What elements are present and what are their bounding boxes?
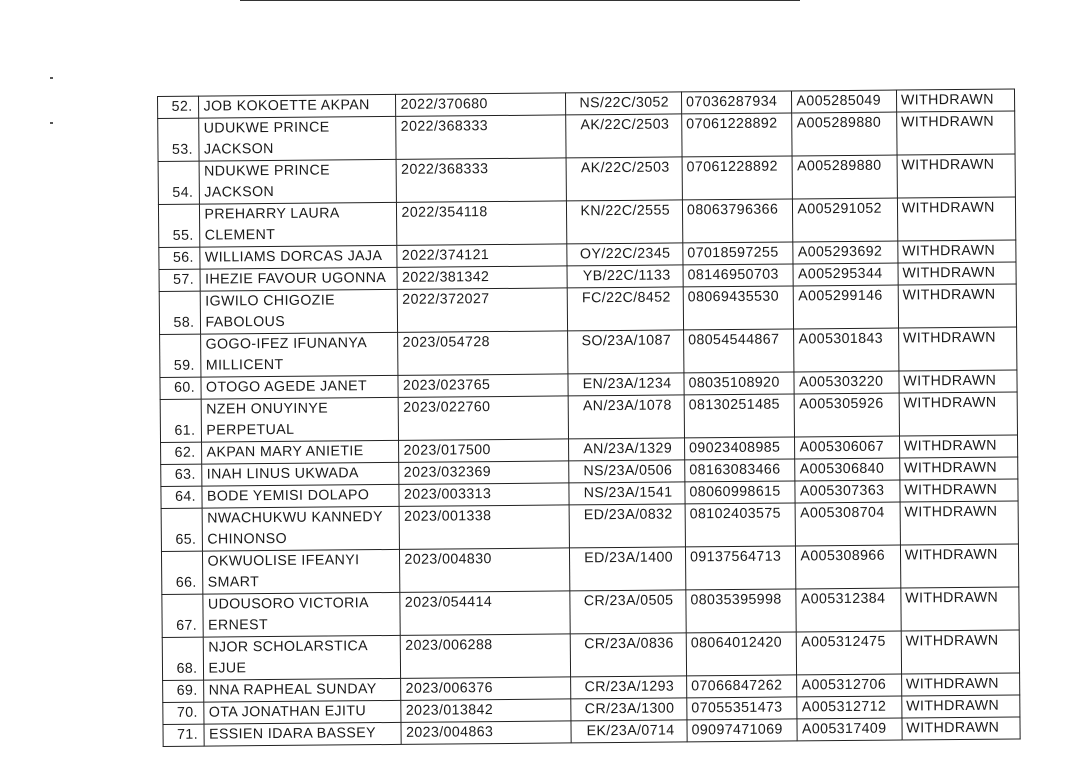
- serial-number-cell: 54.: [158, 161, 200, 204]
- name-cell: [201, 332, 398, 377]
- status-cell: WITHDRAWN: [900, 479, 1018, 502]
- phone-number-cell: 08130251485: [684, 394, 795, 438]
- name-line: IHEZIE FAVOUR UGONNA: [205, 270, 387, 288]
- registration-number-cell: 2023/003313: [399, 483, 568, 506]
- reference-number-cell: A005299146: [794, 285, 899, 329]
- phone-number-cell: 08064012420: [686, 632, 797, 676]
- reference-number-cell: A005285049: [792, 90, 897, 113]
- phone-number-cell: 07061228892: [682, 156, 793, 200]
- name-cell: [202, 397, 399, 442]
- reference-number-cell: A005306067: [795, 436, 900, 459]
- phone-number-cell: 08063796366: [682, 199, 793, 243]
- serial-number-cell: 56.: [159, 247, 201, 269]
- registration-number-cell: 2023/013842: [401, 699, 570, 722]
- phone-number-cell: 08146950703: [683, 264, 794, 287]
- name-cell: [201, 289, 398, 334]
- state-code-cell: KN/22C/2555: [566, 200, 683, 244]
- name-line: OTOGO AGEDE JANET: [205, 378, 368, 396]
- name-cell: [202, 484, 399, 508]
- status-cell: WITHDRAWN: [897, 154, 1016, 198]
- name-cell: [200, 159, 397, 204]
- phone-number-cell: 07061228892: [682, 113, 793, 157]
- status-cell: WITHDRAWN: [898, 240, 1016, 263]
- serial-number-cell: 60.: [160, 377, 202, 399]
- phone-number-cell: 09137564713: [685, 546, 796, 590]
- name-line: JOB KOKOETTE AKPAN: [203, 97, 370, 115]
- reference-number-cell: A005289880: [792, 112, 897, 156]
- serial-number-cell: 71.: [163, 724, 205, 746]
- state-code-cell: ED/23A/0832: [569, 504, 686, 548]
- serial-number-cell: 66.: [161, 551, 203, 594]
- registration-number-cell: 2023/032369: [399, 461, 568, 484]
- registration-number-cell: 2022/354118: [397, 201, 566, 245]
- name-line: INAH LINUS UKWADA: [206, 465, 359, 483]
- phone-number-cell: 08060998615: [685, 481, 796, 504]
- state-code-cell: NS/23A/0506: [568, 460, 685, 483]
- state-code-cell: CR/23A/1300: [570, 698, 687, 721]
- serial-number-cell: 61.: [160, 399, 202, 442]
- name-cell: [204, 700, 401, 724]
- name-cell: [204, 635, 401, 680]
- scan-speck: [50, 77, 53, 79]
- phone-number-cell: 07066847262: [687, 675, 798, 698]
- table-row: [158, 197, 1015, 247]
- status-cell: WITHDRAWN: [897, 111, 1016, 155]
- table-row: [160, 392, 1017, 442]
- reference-number-cell: A005306840: [795, 458, 900, 481]
- name-cell: [204, 678, 401, 702]
- reference-number-cell: A005291052: [793, 198, 898, 242]
- table-row: [158, 111, 1015, 161]
- name-cell: [200, 202, 397, 247]
- state-code-cell: AN/23A/1078: [568, 395, 685, 439]
- registration-number-cell: 2022/372027: [398, 288, 567, 332]
- name-line: UDUKWE PRINCE JACKSON: [203, 119, 330, 158]
- serial-number-cell: 52.: [158, 96, 200, 118]
- state-code-cell: FC/22C/8452: [567, 287, 684, 331]
- reference-number-cell: A005289880: [792, 155, 897, 199]
- registration-number-cell: 2023/001338: [400, 505, 569, 549]
- reference-number-cell: A005317409: [797, 718, 902, 741]
- serial-number-cell: 68.: [162, 637, 204, 680]
- state-code-cell: AK/22C/2503: [565, 114, 682, 158]
- serial-number-cell: 70.: [163, 702, 205, 724]
- table-row: [161, 544, 1018, 594]
- table-body: [158, 89, 1021, 746]
- status-cell: WITHDRAWN: [896, 89, 1014, 112]
- name-line: ESSIEN IDARA BASSEY: [208, 725, 376, 743]
- reference-number-cell: A005312712: [797, 696, 902, 719]
- status-cell: WITHDRAWN: [900, 457, 1018, 480]
- reference-number-cell: A005293692: [793, 241, 898, 264]
- name-line: NNA RAPHEAL SUNDAY: [208, 681, 377, 699]
- phone-number-cell: 07036287934: [681, 91, 792, 114]
- name-line: IGWILO CHIGOZIE: [205, 292, 336, 310]
- name-line: OTA JONATHAN EJITU: [208, 703, 367, 721]
- registration-number-cell: 2023/054728: [398, 331, 567, 375]
- name-cell: [203, 506, 400, 551]
- phone-number-cell: 09023408985: [685, 437, 796, 460]
- registration-number-cell: 2022/381342: [397, 266, 566, 289]
- phone-number-cell: 08102403575: [685, 503, 796, 547]
- status-cell: WITHDRAWN: [899, 392, 1018, 436]
- status-cell: WITHDRAWN: [899, 370, 1017, 393]
- status-cell: WITHDRAWN: [901, 587, 1020, 631]
- name-line: BODE YEMISI DOLAPO: [206, 487, 370, 505]
- state-code-cell: CR/23A/0505: [569, 590, 686, 634]
- reference-number-cell: A005308704: [796, 502, 901, 546]
- name-line: OKWUOLISE IFEANYI: [207, 552, 360, 570]
- reference-number-cell: A005312475: [797, 631, 902, 675]
- registration-number-cell: 2022/368333: [397, 158, 566, 202]
- reference-number-cell: A005303220: [794, 371, 899, 394]
- withdrawn-list-table: [157, 89, 1021, 747]
- status-cell: WITHDRAWN: [902, 695, 1020, 718]
- status-cell: WITHDRAWN: [899, 435, 1017, 458]
- name-line: SMART: [207, 574, 260, 591]
- name-cell: [204, 722, 401, 746]
- name-line: PERPETUAL: [206, 421, 295, 439]
- name-cell: [200, 267, 397, 291]
- state-code-cell: CR/23A/1293: [570, 676, 687, 699]
- phone-number-cell: 08035108920: [684, 372, 795, 395]
- name-cell: [200, 245, 397, 269]
- phone-number-cell: 08035395998: [686, 589, 797, 633]
- status-cell: WITHDRAWN: [900, 501, 1019, 545]
- serial-number-cell: 62.: [161, 442, 203, 464]
- reference-number-cell: A005307363: [795, 480, 900, 503]
- reference-number-cell: A005295344: [793, 263, 898, 286]
- name-line: NZEH ONUYINYE: [206, 400, 329, 418]
- status-cell: WITHDRAWN: [900, 544, 1019, 588]
- registration-number-cell: 2022/374121: [397, 244, 566, 267]
- table-row: [159, 284, 1016, 334]
- phone-number-cell: 09097471069: [687, 719, 798, 742]
- registration-number-cell: 2023/054414: [400, 591, 569, 635]
- registration-number-cell: 2023/004863: [401, 721, 570, 744]
- state-code-cell: NS/23A/1541: [568, 482, 685, 505]
- status-cell: WITHDRAWN: [898, 327, 1017, 371]
- name-line: NWACHUKWU KANNEDY: [207, 509, 383, 527]
- name-line: NJOR SCHOLARSTICA EJUE: [208, 638, 368, 677]
- name-line: ERNEST: [208, 617, 269, 634]
- state-code-cell: ED/23A/1400: [569, 547, 686, 591]
- registration-number-cell: 2023/004830: [400, 548, 569, 592]
- table-row: [160, 327, 1017, 377]
- name-line: CHINONSO: [207, 530, 288, 548]
- serial-number-cell: 55.: [158, 204, 200, 247]
- registration-number-cell: 2023/006376: [401, 677, 570, 700]
- name-line: AKPAN MARY ANIETIE: [206, 443, 364, 461]
- table-row: [158, 154, 1015, 204]
- serial-number-cell: 67.: [162, 594, 204, 637]
- serial-number-cell: 64.: [161, 486, 203, 508]
- name-cell: [199, 116, 396, 161]
- state-code-cell: CR/23A/0836: [570, 633, 687, 677]
- table-row: [161, 501, 1018, 551]
- phone-number-cell: 07055351473: [687, 697, 798, 720]
- registration-number-cell: 2023/022760: [399, 396, 568, 440]
- serial-number-cell: 58.: [159, 291, 201, 334]
- state-code-cell: YB/22C/1133: [566, 265, 683, 288]
- name-cell: [202, 440, 399, 464]
- state-code-cell: NS/22C/3052: [565, 92, 682, 115]
- state-code-cell: OY/22C/2345: [566, 243, 683, 266]
- scan-speck: [50, 122, 53, 124]
- state-code-cell: SO/23A/1087: [567, 330, 684, 374]
- serial-number-cell: 53.: [158, 118, 200, 161]
- state-code-cell: AK/22C/2503: [566, 157, 683, 201]
- name-line: NDUKWE PRINCE JACKSON: [204, 162, 331, 201]
- table-row: [162, 587, 1019, 637]
- phone-number-cell: 07018597255: [683, 242, 794, 265]
- state-code-cell: EK/23A/0714: [570, 720, 687, 743]
- phone-number-cell: 08163083466: [685, 459, 796, 482]
- serial-number-cell: 69.: [163, 680, 205, 702]
- registration-number-cell: 2022/368333: [396, 115, 565, 159]
- name-line: MILLICENT: [205, 356, 284, 374]
- name-line: CLEMENT: [204, 226, 276, 244]
- state-code-cell: EN/23A/1234: [567, 373, 684, 396]
- name-line: PREHARRY LAURA: [204, 205, 340, 223]
- registration-number-cell: 2023/006288: [401, 634, 570, 678]
- status-cell: WITHDRAWN: [902, 717, 1020, 740]
- reference-number-cell: A005308966: [796, 545, 901, 589]
- name-line: UDOUSORO VICTORIA: [207, 595, 370, 613]
- name-line: GOGO-IFEZ IFUNANYA: [205, 335, 368, 353]
- reference-number-cell: A005312706: [797, 674, 902, 697]
- status-cell: WITHDRAWN: [901, 673, 1019, 696]
- reference-number-cell: A005301843: [794, 328, 899, 372]
- registration-number-cell: 2022/370680: [396, 93, 565, 116]
- top-rule: [240, 0, 800, 1]
- name-cell: [201, 375, 398, 399]
- status-cell: WITHDRAWN: [898, 262, 1016, 285]
- status-cell: WITHDRAWN: [901, 630, 1020, 674]
- name-line: WILLIAMS DORCAS JAJA: [204, 248, 383, 266]
- reference-number-cell: A005305926: [795, 393, 900, 437]
- name-cell: [203, 549, 400, 594]
- status-cell: WITHDRAWN: [898, 284, 1017, 328]
- name-cell: [199, 94, 396, 118]
- reference-number-cell: A005312384: [796, 588, 901, 632]
- serial-number-cell: 57.: [159, 269, 201, 291]
- serial-number-cell: 63.: [161, 464, 203, 486]
- status-cell: WITHDRAWN: [897, 197, 1016, 241]
- name-line: FABOLOUS: [205, 313, 286, 331]
- registration-number-cell: 2023/017500: [399, 439, 568, 462]
- name-cell: [203, 592, 400, 637]
- table-row: [162, 630, 1019, 680]
- phone-number-cell: 08054544867: [684, 329, 795, 373]
- phone-number-cell: 08069435530: [683, 286, 794, 330]
- registration-number-cell: 2023/023765: [398, 374, 567, 397]
- state-code-cell: AN/23A/1329: [568, 438, 685, 461]
- serial-number-cell: 65.: [161, 508, 203, 551]
- serial-number-cell: 59.: [160, 334, 202, 377]
- name-cell: [202, 462, 399, 486]
